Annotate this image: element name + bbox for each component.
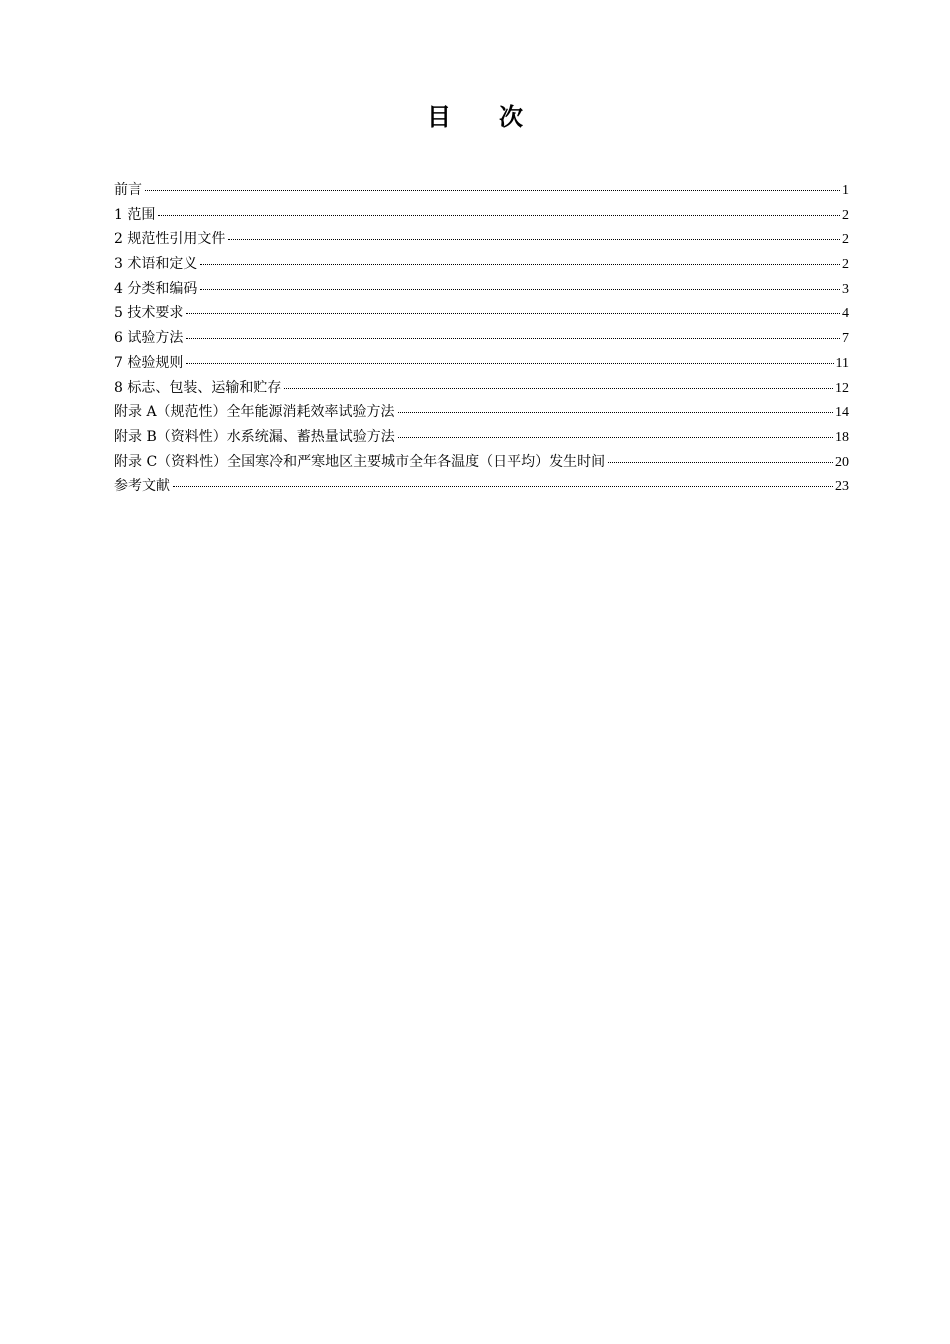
toc-entry-page: 18 [835, 429, 849, 445]
toc-entry-page: 7 [842, 331, 849, 347]
toc-entry-bibliography[interactable] [114, 476, 849, 501]
toc-entry-page: 2 [842, 257, 849, 273]
toc-entry-label: 附录 C（资料性）全国寒冷和严寒地区主要城市全年各温度（日平均）发生时间 [114, 453, 606, 470]
toc-entry-label: 8 标志、包装、运输和贮存 [114, 379, 282, 396]
toc-entry-label: 5 技术要求 [114, 305, 184, 322]
toc-entry-label: 附录 B（资料性）水系统漏、蓄热量试验方法 [114, 428, 395, 445]
toc-entry-label: 参考文献 [114, 478, 170, 495]
dot-leader [186, 338, 840, 339]
dot-leader [284, 388, 833, 389]
toc-entry-test-methods[interactable] [114, 328, 849, 353]
dot-leader [608, 462, 833, 463]
toc-entry-technical-requirements[interactable] [114, 303, 849, 328]
toc-entry-classification[interactable] [114, 279, 849, 304]
dot-leader [398, 437, 833, 438]
toc-entry-foreword[interactable] [114, 180, 849, 205]
toc-entry-appendix-a[interactable] [114, 402, 849, 427]
dot-leader [200, 289, 840, 290]
toc-entry-label: 6 试验方法 [114, 330, 184, 347]
dot-leader [158, 215, 840, 216]
toc-entry-label: 附录 A（规范性）全年能源消耗效率试验方法 [114, 404, 395, 421]
dot-leader [398, 412, 833, 413]
toc-entry-page: 2 [842, 207, 849, 223]
toc-entry-page: 11 [835, 355, 849, 371]
toc-entry-page: 23 [835, 479, 849, 495]
toc-entry-terms-definitions[interactable] [114, 254, 849, 279]
dot-leader [228, 239, 840, 240]
toc-entry-marking-packaging[interactable] [114, 378, 849, 403]
toc-entry-label: 7 检验规则 [114, 354, 184, 371]
toc-entry-label: 2 规范性引用文件 [114, 231, 226, 248]
toc-entry-appendix-c[interactable] [114, 452, 849, 477]
toc-entry-page: 2 [842, 232, 849, 248]
toc-entry-label: 3 术语和定义 [114, 256, 198, 273]
toc-entry-scope[interactable] [114, 205, 849, 230]
toc-entry-normative-references[interactable] [114, 229, 849, 254]
toc-entry-appendix-b[interactable] [114, 427, 849, 452]
dot-leader [186, 313, 840, 314]
toc-entry-page: 14 [835, 405, 849, 421]
table-of-contents [114, 180, 849, 501]
toc-entry-label: 4 分类和编码 [114, 280, 198, 297]
dot-leader [186, 363, 833, 364]
dot-leader [200, 264, 840, 265]
toc-entry-label: 前言 [114, 182, 142, 198]
dot-leader [145, 190, 840, 191]
toc-entry-page: 3 [842, 281, 849, 297]
toc-entry-label: 1 范围 [114, 206, 156, 223]
toc-entry-page: 4 [842, 306, 849, 322]
dot-leader [173, 486, 833, 487]
toc-entry-inspection-rules[interactable] [114, 353, 849, 378]
page-title: 目 次 [427, 103, 523, 131]
toc-entry-page: 20 [835, 454, 849, 470]
toc-entry-page: 1 [842, 183, 849, 198]
toc-entry-page: 12 [835, 380, 849, 396]
